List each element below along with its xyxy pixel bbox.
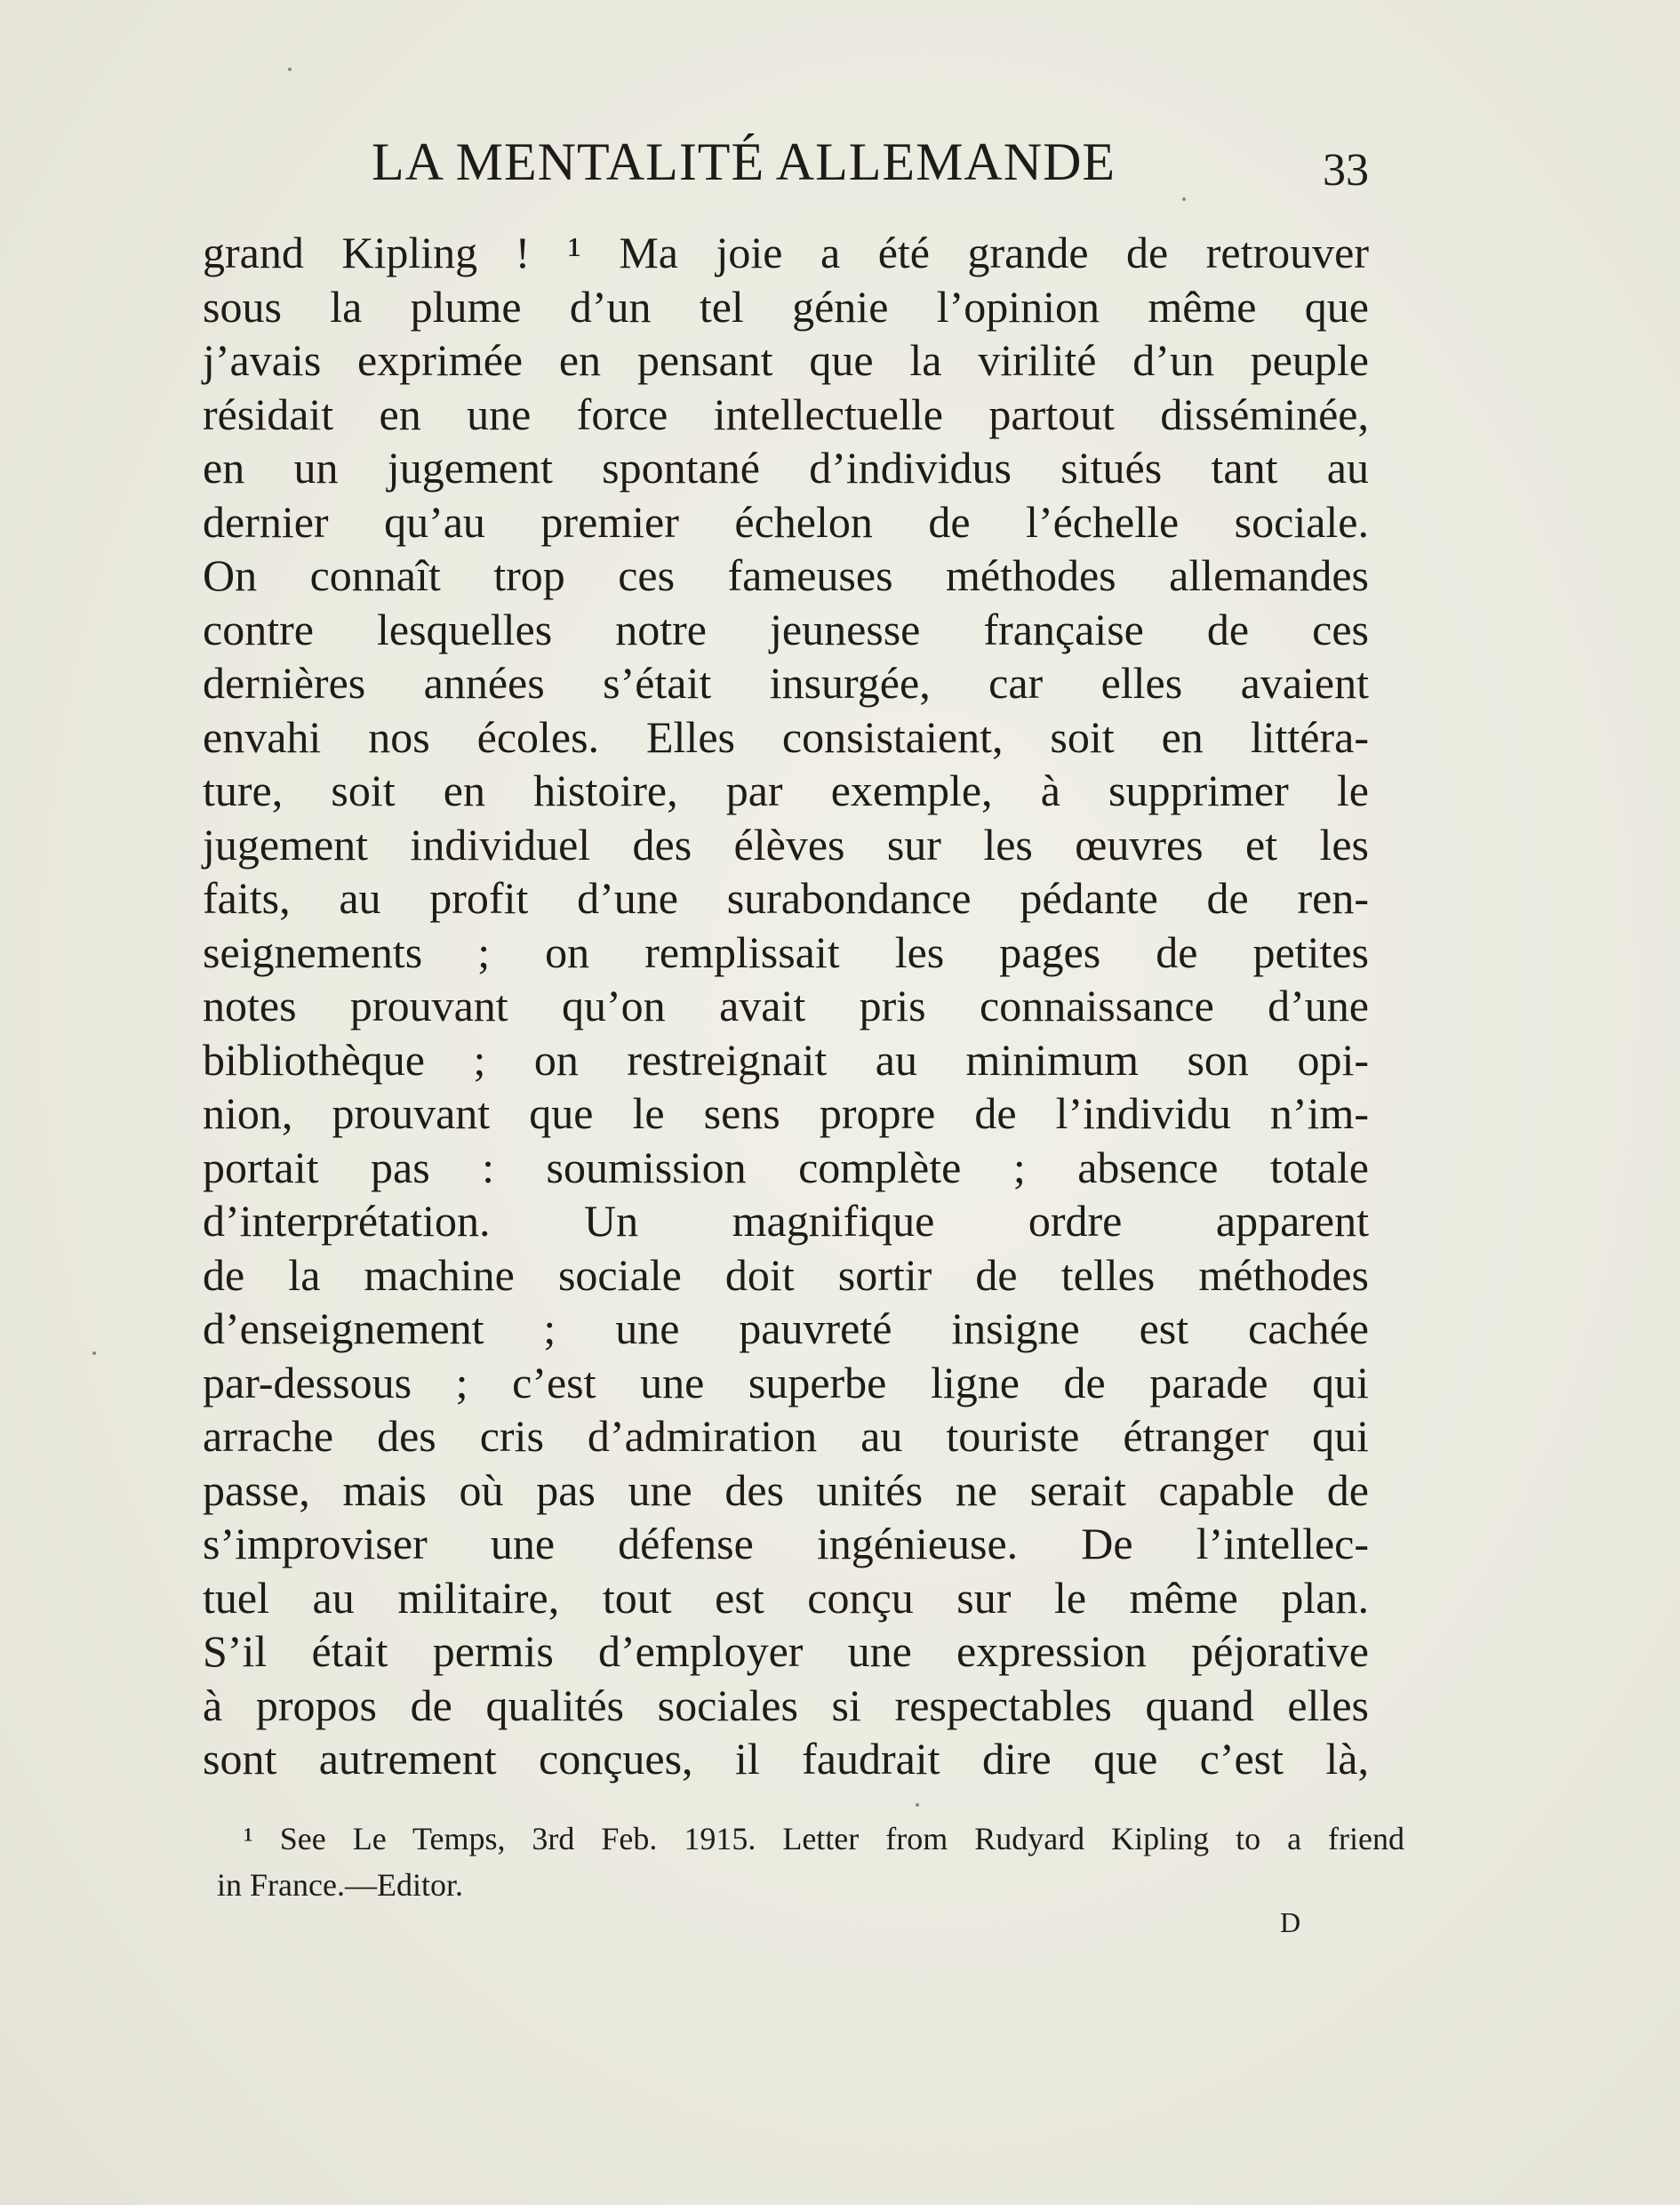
text-line: On connaît trop ces fameuses méthodes allemandes <box>203 550 1369 600</box>
text-line: ture, soit en histoire, par exemple, à supprimer le <box>203 766 1369 815</box>
text-line: nion, prouvant que le sens propre de l’individu n’im- <box>203 1088 1369 1138</box>
text-line: par-dessous ; c’est une superbe ligne de parade qui <box>203 1357 1369 1407</box>
text-line: seignements ; on remplissait les pages de petites <box>203 926 1369 977</box>
text-line: de la machine sociale doit sortir de telles méthodes <box>203 1249 1369 1300</box>
paper-speck <box>916 1803 919 1807</box>
text-line: S’il était permis d’employer une expression péjorative <box>203 1626 1369 1676</box>
text-line: d’enseignement ; une pauvreté insigne est cachée <box>203 1303 1369 1353</box>
text-line: jugement individuel des élèves sur les œuvres et les <box>203 819 1369 870</box>
text-line: envahi nos écoles. Elles consistaient, soit en littéra- <box>203 711 1369 762</box>
text-line: dernier qu’au premier échelon de l’échelle sociale. <box>203 496 1369 547</box>
text-line: contre lesquelles notre jeunesse française de ces <box>203 604 1369 654</box>
paper-speck <box>288 68 292 71</box>
text-line: j’avais exprimée en pensant que la virilité d’un peuple <box>203 335 1369 385</box>
text-line: grand Kipling ! ¹ Ma joie a été grande de retrouver <box>203 228 1369 277</box>
footnote <box>217 1816 1404 1908</box>
text-line: portait pas : soumission complète ; absence totale <box>203 1142 1369 1192</box>
text-line: à propos de qualités sociales si respectables quand elles <box>203 1680 1369 1730</box>
signature-mark: D <box>1280 1906 1302 1938</box>
text-line: passe, mais où pas une des unités ne serait capable de <box>203 1464 1369 1515</box>
text-line: notes prouvant qu’on avait pris connaissance d’une <box>203 981 1369 1030</box>
text-line: bibliothèque ; on restreignait au minimum son opi- <box>203 1034 1369 1085</box>
text-line: s’improviser une défense ingénieuse. De l’intellec- <box>203 1519 1369 1568</box>
text-line: arrache des cris d’admiration au touriste étranger qui <box>203 1411 1369 1461</box>
text-line: faits, au profit d’une surabondance pédante de ren- <box>203 873 1369 923</box>
footnote-line: in France.—Editor. <box>217 1867 463 1903</box>
text-line: en un jugement spontané d’individus situés tant au <box>203 443 1369 493</box>
body-text <box>203 226 1369 1786</box>
text-line: sous la plume d’un tel génie l’opinion même que <box>203 281 1369 332</box>
running-head <box>203 132 1369 203</box>
paper-speck <box>1182 197 1186 201</box>
running-title: LA MENTALITÉ ALLEMANDE <box>372 132 1116 191</box>
text-line: tuel au militaire, tout est conçu sur le même plan. <box>203 1572 1369 1623</box>
text-line: d’interprétation. Un magnifique ordre apparent <box>203 1196 1369 1246</box>
text-line: résidait en une force intellectuelle partout disséminée, <box>203 389 1369 439</box>
paper-speck <box>92 1351 96 1355</box>
text-line: sont autrement conçues, il faudrait dire que c’est là, <box>203 1734 1369 1784</box>
page-number: 33 <box>1323 145 1369 196</box>
text-line: dernières années s’était insurgée, car elles avaient <box>203 658 1369 708</box>
footnote-line: ¹ See Le Temps, 3rd Feb. 1915. Letter from Rudyard Kipling to a friend <box>244 1821 1404 1856</box>
